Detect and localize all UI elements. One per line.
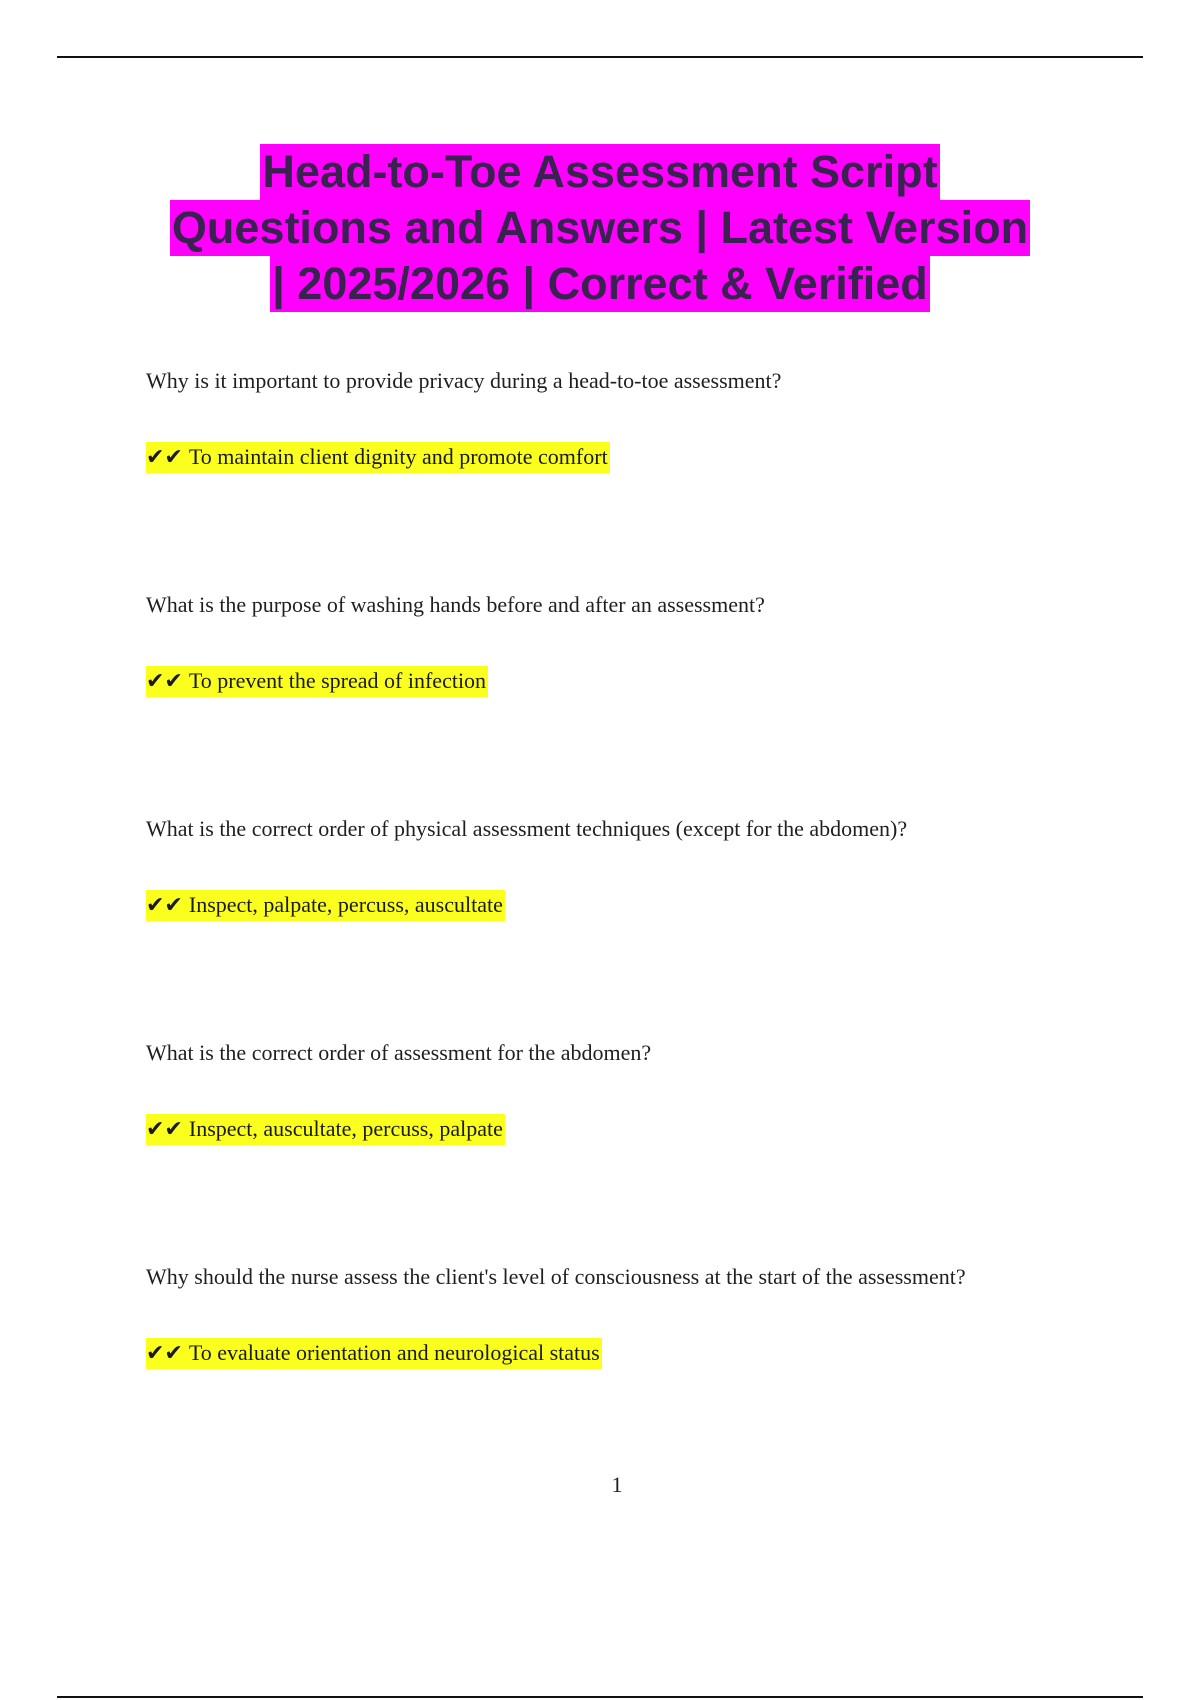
answer-highlight bbox=[146, 1114, 505, 1145]
double-check-icon: ✔✔ bbox=[146, 445, 183, 470]
title-line-3: | 2025/2026 | Correct & Verified bbox=[270, 256, 930, 312]
qa-item bbox=[146, 1038, 1106, 1262]
answer-highlight bbox=[146, 890, 505, 921]
answer bbox=[146, 1338, 1106, 1369]
answer-text: To evaluate orientation and neurological status bbox=[188, 1340, 600, 1365]
answer-text: Inspect, palpate, percuss, auscultate bbox=[188, 892, 503, 917]
answer-highlight bbox=[146, 1338, 602, 1369]
question-text: Why is it important to provide privacy during a head-to-toe assessment? bbox=[146, 368, 782, 393]
question-text: What is the correct order of assessment for the abdomen? bbox=[146, 1040, 652, 1065]
answer bbox=[146, 1114, 1106, 1145]
answer-highlight bbox=[146, 442, 610, 473]
double-check-icon: ✔✔ bbox=[146, 669, 183, 694]
document-title bbox=[100, 144, 1100, 312]
question-text: What is the correct order of physical assessment techniques (except for the abdomen)? bbox=[146, 816, 908, 841]
answer bbox=[146, 442, 1106, 473]
answer-text: Inspect, auscultate, percuss, palpate bbox=[188, 1116, 503, 1141]
answer-text: To maintain client dignity and promote comfort bbox=[188, 444, 608, 469]
answer bbox=[146, 890, 1106, 921]
double-check-icon: ✔✔ bbox=[146, 893, 183, 918]
double-check-icon: ✔✔ bbox=[146, 1117, 183, 1142]
title-line-1: Head-to-Toe Assessment Script bbox=[260, 144, 939, 200]
top-rule bbox=[57, 56, 1143, 58]
answer-highlight bbox=[146, 666, 488, 697]
question-text: What is the purpose of washing hands before and after an assessment? bbox=[146, 592, 765, 617]
answer bbox=[146, 666, 1106, 697]
bottom-rule bbox=[57, 1696, 1143, 1698]
qa-list bbox=[146, 366, 1106, 1486]
qa-item bbox=[146, 1262, 1106, 1486]
double-check-icon: ✔✔ bbox=[146, 1341, 183, 1366]
question-text: Why should the nurse assess the client's level of consciousness at the start of the assessment? bbox=[146, 1264, 966, 1289]
qa-item bbox=[146, 366, 1106, 590]
qa-item bbox=[146, 590, 1106, 814]
title-line-2: Questions and Answers | Latest Version bbox=[170, 200, 1030, 256]
page-number: 1 bbox=[611, 1472, 623, 1497]
answer-text: To prevent the spread of infection bbox=[188, 668, 487, 693]
qa-item bbox=[146, 814, 1106, 1038]
